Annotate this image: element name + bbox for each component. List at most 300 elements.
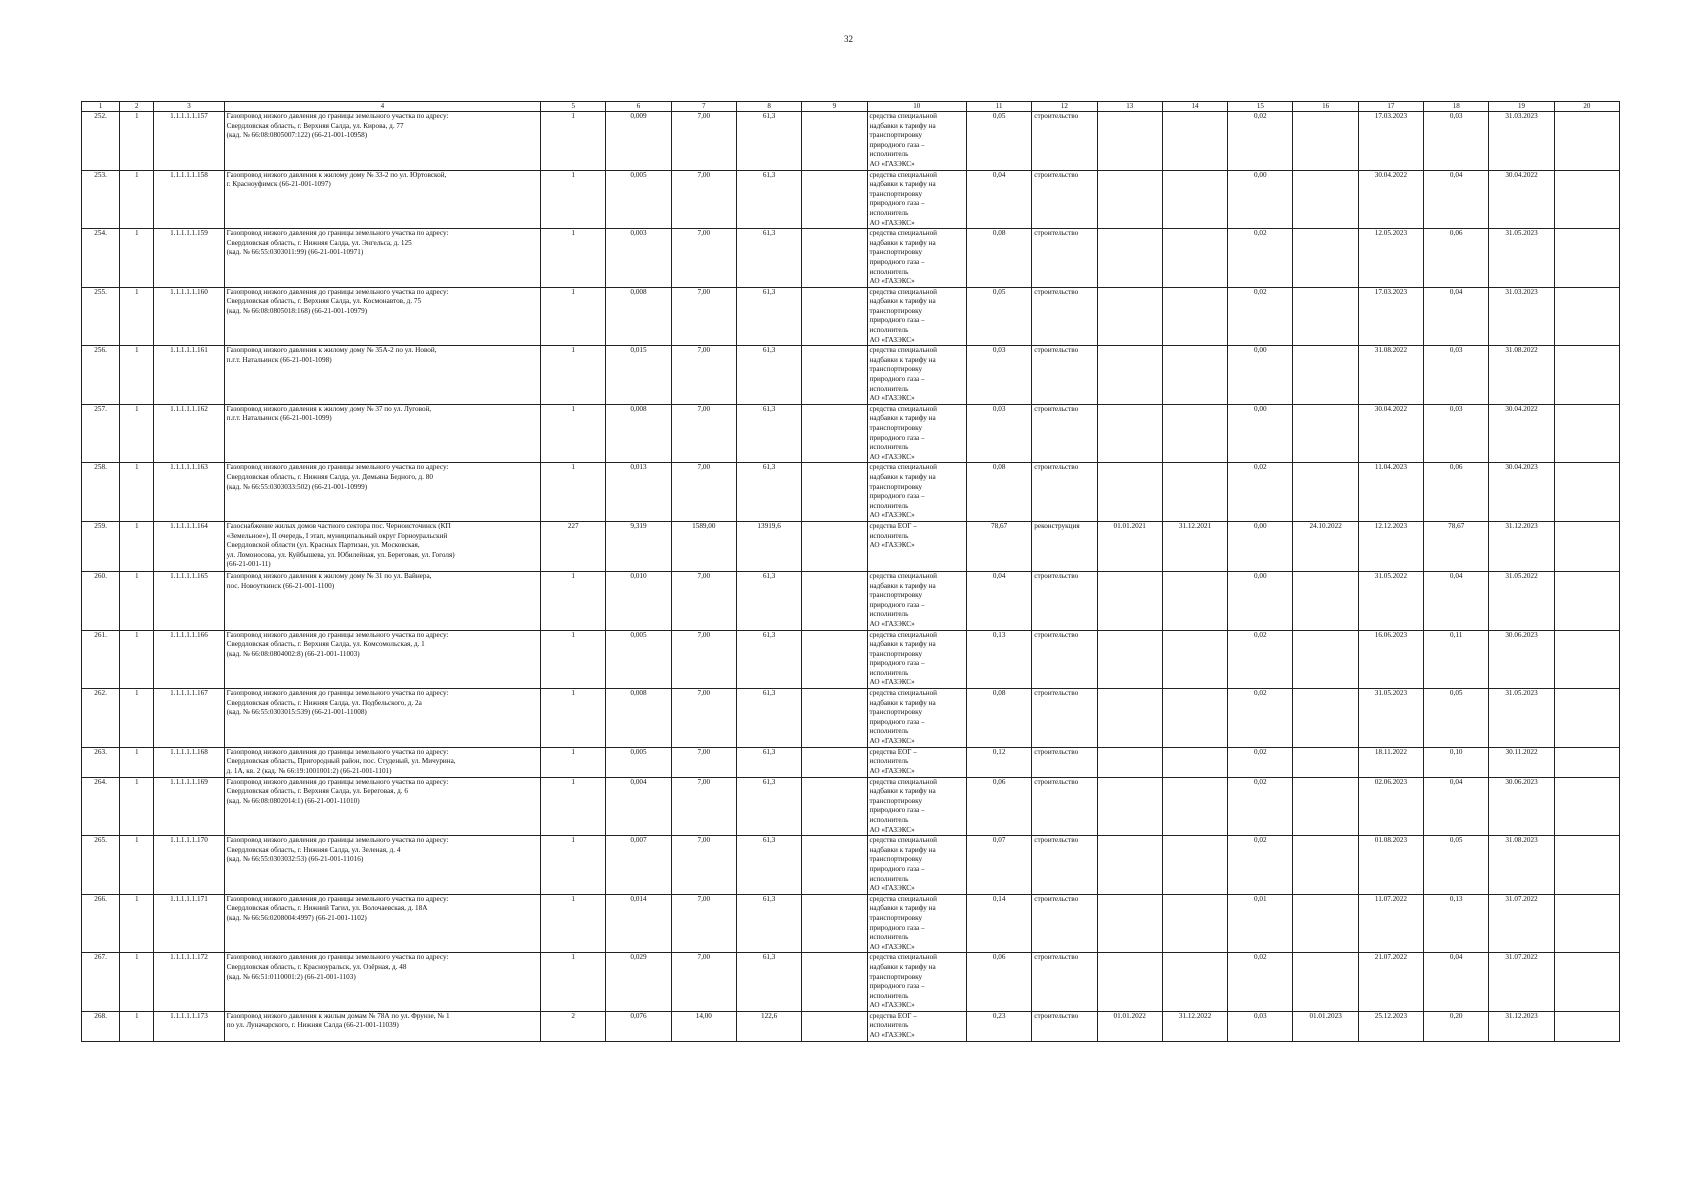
cell-col-8: 61,3 [736,229,801,288]
cell-col-14 [1162,836,1227,895]
cell-col-19: 30.04.2022 [1489,170,1554,229]
cell-col-5: 1 [541,894,606,953]
cell-col-1: 255. [82,287,120,346]
column-header-19: 19 [1489,102,1554,112]
cell-col-18: 0,06 [1424,229,1489,288]
cell-col-1: 252. [82,112,120,171]
cell-col-13 [1097,953,1162,1012]
column-header-6: 6 [606,102,671,112]
cell-col-4: Газопровод низкого давления до границы земельного участка по адресу: Свердловская область, г. Нижняя Салда, ул. Демьяна Бедного, д. 80 (кад. № 66:55:0303033:502) (66-21-001-10999) [224,463,540,522]
cell-col-8: 61,3 [736,747,801,777]
cell-col-16: 24.10.2022 [1293,521,1358,571]
cell-col-9 [802,112,867,171]
cell-col-3: 1.1.1.1.1.158 [154,170,224,229]
cell-col-13 [1097,229,1162,288]
cell-col-3: 1.1.1.1.1.172 [154,953,224,1012]
cell-col-1: 265. [82,836,120,895]
cell-col-8: 61,3 [736,689,801,748]
cell-col-13 [1097,346,1162,405]
cell-col-20 [1554,630,1619,689]
cell-col-15: 0,00 [1228,170,1293,229]
column-header-2: 2 [120,102,154,112]
cell-col-16 [1293,229,1358,288]
cell-col-6: 9,319 [606,521,671,571]
table-row [82,777,1620,836]
cell-col-1: 262. [82,689,120,748]
cell-col-15: 0,02 [1228,836,1293,895]
investment-table [81,101,1620,1042]
cell-col-14 [1162,463,1227,522]
cell-col-2: 1 [120,170,154,229]
cell-col-10: средства специальной надбавки к тарифу на транспортировку природного газа – исполнитель АО «ГАЗЭКС» [867,630,966,689]
table-row [82,229,1620,288]
cell-col-4: Газопровод низкого давления к жилому дому № 35А-2 по ул. Новой, п.г.т. Натальинск (66-21-001-1098) [224,346,540,405]
cell-col-10: средства специальной надбавки к тарифу на транспортировку природного газа – исполнитель АО «ГАЗЭКС» [867,346,966,405]
cell-col-10: средства ЕОГ – исполнитель АО «ГАЗЭКС» [867,1011,966,1041]
cell-col-17: 25.12.2023 [1358,1011,1423,1041]
column-header-9: 9 [802,102,867,112]
cell-col-10: средства специальной надбавки к тарифу на транспортировку природного газа – исполнитель АО «ГАЗЭКС» [867,112,966,171]
cell-col-11: 0,04 [966,571,1031,630]
cell-col-2: 1 [120,521,154,571]
cell-col-17: 01.08.2023 [1358,836,1423,895]
cell-col-19: 30.11.2022 [1489,747,1554,777]
cell-col-17: 12.12.2023 [1358,521,1423,571]
cell-col-10: средства специальной надбавки к тарифу на транспортировку природного газа – исполнитель АО «ГАЗЭКС» [867,287,966,346]
cell-col-14 [1162,777,1227,836]
cell-col-6: 0,005 [606,630,671,689]
column-header-10: 10 [867,102,966,112]
cell-col-11: 0,08 [966,463,1031,522]
cell-col-3: 1.1.1.1.1.161 [154,346,224,405]
cell-col-5: 1 [541,630,606,689]
cell-col-8: 61,3 [736,112,801,171]
cell-col-3: 1.1.1.1.1.170 [154,836,224,895]
cell-col-18: 0,04 [1424,777,1489,836]
cell-col-8: 61,3 [736,463,801,522]
cell-col-11: 0,08 [966,689,1031,748]
cell-col-5: 1 [541,404,606,463]
cell-col-5: 1 [541,777,606,836]
cell-col-3: 1.1.1.1.1.173 [154,1011,224,1041]
cell-col-2: 1 [120,894,154,953]
cell-col-17: 11.07.2022 [1358,894,1423,953]
cell-col-18: 0,11 [1424,630,1489,689]
investment-table-sheet [81,101,1620,1042]
cell-col-9 [802,953,867,1012]
cell-col-7: 7,00 [671,953,736,1012]
cell-col-13 [1097,630,1162,689]
cell-col-7: 1589,00 [671,521,736,571]
cell-col-18: 0,20 [1424,1011,1489,1041]
cell-col-16 [1293,630,1358,689]
cell-col-3: 1.1.1.1.1.162 [154,404,224,463]
table-row [82,894,1620,953]
cell-col-19: 30.06.2023 [1489,630,1554,689]
cell-col-3: 1.1.1.1.1.157 [154,112,224,171]
cell-col-20 [1554,287,1619,346]
cell-col-16 [1293,747,1358,777]
cell-col-17: 16.06.2023 [1358,630,1423,689]
cell-col-8: 61,3 [736,404,801,463]
cell-col-18: 0,10 [1424,747,1489,777]
cell-col-2: 1 [120,571,154,630]
cell-col-12: строительство [1032,346,1097,405]
cell-col-2: 1 [120,112,154,171]
cell-col-8: 61,3 [736,287,801,346]
cell-col-7: 7,00 [671,894,736,953]
cell-col-1: 268. [82,1011,120,1041]
cell-col-5: 1 [541,463,606,522]
column-header-11: 11 [966,102,1031,112]
cell-col-11: 0,04 [966,170,1031,229]
table-row [82,112,1620,171]
cell-col-16 [1293,571,1358,630]
header-row [82,102,1620,112]
cell-col-14 [1162,894,1227,953]
table-body [82,112,1620,1042]
cell-col-7: 7,00 [671,571,736,630]
cell-col-6: 0,007 [606,836,671,895]
cell-col-4: Газопровод низкого давления до границы земельного участка по адресу: Свердловская область, г. Верхняя Салда, ул. Космонавтов, д. 75 (кад. № 66:08:0805018:168) (66-21-001-10979) [224,287,540,346]
cell-col-17: 02.06.2023 [1358,777,1423,836]
cell-col-4: Газопровод низкого давления до границы земельного участка по адресу: Свердловская область, г. Нижняя Салда, ул. Подбельского, д. 2а (кад. № 66:55:0303015:539) (66-21-001-11008) [224,689,540,748]
cell-col-6: 0,005 [606,170,671,229]
cell-col-17: 30.04.2022 [1358,404,1423,463]
cell-col-20 [1554,521,1619,571]
cell-col-7: 7,00 [671,689,736,748]
cell-col-20 [1554,953,1619,1012]
cell-col-10: средства специальной надбавки к тарифу на транспортировку природного газа – исполнитель АО «ГАЗЭКС» [867,894,966,953]
cell-col-10: средства специальной надбавки к тарифу на транспортировку природного газа – исполнитель АО «ГАЗЭКС» [867,571,966,630]
cell-col-6: 0,010 [606,571,671,630]
cell-col-8: 61,3 [736,346,801,405]
cell-col-8: 61,3 [736,894,801,953]
cell-col-9 [802,894,867,953]
cell-col-15: 0,00 [1228,521,1293,571]
table-row [82,836,1620,895]
cell-col-12: строительство [1032,404,1097,463]
cell-col-9 [802,287,867,346]
cell-col-13 [1097,836,1162,895]
cell-col-18: 0,06 [1424,463,1489,522]
cell-col-3: 1.1.1.1.1.167 [154,689,224,748]
cell-col-18: 0,04 [1424,571,1489,630]
cell-col-12: строительство [1032,112,1097,171]
cell-col-13 [1097,747,1162,777]
cell-col-20 [1554,777,1619,836]
cell-col-4: Газопровод низкого давления до границы земельного участка по адресу: Свердловская область, г. Верхняя Салда, ул. Комсомольская, д. 1 (кад. № 66:08:0804002:8) (66-21-001-11003) [224,630,540,689]
cell-col-6: 0,015 [606,346,671,405]
cell-col-12: строительство [1032,571,1097,630]
cell-col-13 [1097,112,1162,171]
cell-col-7: 7,00 [671,630,736,689]
cell-col-4: Газопровод низкого давления к жилому дому № 31 по ул. Вайнера, пос. Новоуткинск (66-21-001-1100) [224,571,540,630]
cell-col-7: 7,00 [671,836,736,895]
cell-col-19: 31.05.2022 [1489,571,1554,630]
cell-col-14 [1162,287,1227,346]
cell-col-20 [1554,229,1619,288]
cell-col-7: 7,00 [671,287,736,346]
cell-col-6: 0,014 [606,894,671,953]
cell-col-16 [1293,112,1358,171]
column-header-13: 13 [1097,102,1162,112]
cell-col-1: 258. [82,463,120,522]
cell-col-1: 260. [82,571,120,630]
cell-col-19: 30.04.2023 [1489,463,1554,522]
cell-col-2: 1 [120,346,154,405]
cell-col-12: строительство [1032,689,1097,748]
cell-col-1: 264. [82,777,120,836]
cell-col-12: строительство [1032,953,1097,1012]
table-row [82,404,1620,463]
cell-col-2: 1 [120,1011,154,1041]
cell-col-3: 1.1.1.1.1.166 [154,630,224,689]
cell-col-10: средства специальной надбавки к тарифу на транспортировку природного газа – исполнитель АО «ГАЗЭКС» [867,836,966,895]
cell-col-7: 7,00 [671,170,736,229]
cell-col-15: 0,02 [1228,287,1293,346]
cell-col-16 [1293,953,1358,1012]
table-row [82,630,1620,689]
cell-col-2: 1 [120,777,154,836]
cell-col-1: 256. [82,346,120,405]
cell-col-2: 1 [120,747,154,777]
table-row [82,953,1620,1012]
cell-col-18: 78,67 [1424,521,1489,571]
cell-col-14: 31.12.2021 [1162,521,1227,571]
cell-col-18: 0,03 [1424,112,1489,171]
cell-col-16 [1293,346,1358,405]
cell-col-12: строительство [1032,894,1097,953]
cell-col-20 [1554,346,1619,405]
cell-col-19: 31.12.2023 [1489,521,1554,571]
cell-col-9 [802,229,867,288]
cell-col-14 [1162,747,1227,777]
cell-col-19: 31.07.2022 [1489,953,1554,1012]
cell-col-19: 31.05.2023 [1489,229,1554,288]
cell-col-18: 0,04 [1424,953,1489,1012]
cell-col-2: 1 [120,463,154,522]
cell-col-4: Газопровод низкого давления к жилому дому № 33-2 по ул. Юртовской, г. Красноуфимск (66-21-001-1097) [224,170,540,229]
cell-col-14 [1162,404,1227,463]
cell-col-5: 1 [541,571,606,630]
cell-col-11: 0,03 [966,346,1031,405]
cell-col-6: 0,005 [606,747,671,777]
cell-col-9 [802,747,867,777]
cell-col-11: 78,67 [966,521,1031,571]
cell-col-5: 227 [541,521,606,571]
cell-col-6: 0,003 [606,229,671,288]
cell-col-12: строительство [1032,836,1097,895]
cell-col-5: 1 [541,953,606,1012]
column-header-18: 18 [1424,102,1489,112]
cell-col-1: 267. [82,953,120,1012]
cell-col-12: строительство [1032,630,1097,689]
cell-col-14 [1162,689,1227,748]
cell-col-15: 0,01 [1228,894,1293,953]
cell-col-14 [1162,571,1227,630]
cell-col-9 [802,1011,867,1041]
cell-col-15: 0,02 [1228,463,1293,522]
table-row [82,170,1620,229]
cell-col-18: 0,04 [1424,170,1489,229]
cell-col-4: Газопровод низкого давления к жилым домам № 78А по ул. Фрунзе, № 1 по ул. Луначарского, г. Нижняя Салда (66-21-001-11039) [224,1011,540,1041]
cell-col-3: 1.1.1.1.1.165 [154,571,224,630]
cell-col-9 [802,463,867,522]
page-number: 32 [844,34,853,44]
cell-col-19: 31.03.2023 [1489,287,1554,346]
cell-col-15: 0,00 [1228,404,1293,463]
cell-col-20 [1554,170,1619,229]
cell-col-6: 0,004 [606,777,671,836]
cell-col-9 [802,836,867,895]
cell-col-10: средства специальной надбавки к тарифу на транспортировку природного газа – исполнитель АО «ГАЗЭКС» [867,170,966,229]
cell-col-9 [802,777,867,836]
cell-col-13 [1097,463,1162,522]
cell-col-8: 122,6 [736,1011,801,1041]
cell-col-20 [1554,894,1619,953]
cell-col-16 [1293,894,1358,953]
cell-col-4: Газопровод низкого давления до границы земельного участка по адресу: Свердловская область, г. Верхняя Салда, ул. Кирова, д. 77 (кад. № 66:08:0805007:122) (66-21-001-10958) [224,112,540,171]
cell-col-1: 261. [82,630,120,689]
cell-col-7: 7,00 [671,346,736,405]
table-row [82,571,1620,630]
cell-col-4: Газопровод низкого давления к жилому дому № 37 по ул. Луговой, п.г.т. Натальинск (66-21-001-1099) [224,404,540,463]
cell-col-20 [1554,689,1619,748]
column-header-8: 8 [736,102,801,112]
column-header-1: 1 [82,102,120,112]
cell-col-8: 61,3 [736,836,801,895]
cell-col-20 [1554,112,1619,171]
cell-col-1: 253. [82,170,120,229]
cell-col-13: 01.01.2021 [1097,521,1162,571]
cell-col-8: 61,3 [736,170,801,229]
cell-col-13 [1097,894,1162,953]
cell-col-14 [1162,346,1227,405]
cell-col-17: 21.07.2022 [1358,953,1423,1012]
cell-col-4: Газоснабжение жилых домов частного сектора пос. Черноисточинск (КП «Земельное»), II очередь, I этап, муниципальный округ Горноуральский Свердловской области (ул. Красных Партизан, ул. Московская, ул. Ломоносова, ул. Куйбышева, ул. Юбилейная, ул. Береговая, ул. Гоголя) (66-21-001-11) [224,521,540,571]
cell-col-17: 12.05.2023 [1358,229,1423,288]
cell-col-10: средства ЕОГ – исполнитель АО «ГАЗЭКС» [867,521,966,571]
cell-col-1: 257. [82,404,120,463]
cell-col-15: 0,02 [1228,747,1293,777]
column-header-17: 17 [1358,102,1423,112]
cell-col-15: 0,00 [1228,346,1293,405]
cell-col-2: 1 [120,953,154,1012]
cell-col-10: средства специальной надбавки к тарифу на транспортировку природного газа – исполнитель АО «ГАЗЭКС» [867,953,966,1012]
column-header-5: 5 [541,102,606,112]
cell-col-12: строительство [1032,229,1097,288]
cell-col-10: средства специальной надбавки к тарифу на транспортировку природного газа – исполнитель АО «ГАЗЭКС» [867,777,966,836]
cell-col-11: 0,06 [966,953,1031,1012]
column-header-4: 4 [224,102,540,112]
cell-col-19: 31.05.2023 [1489,689,1554,748]
cell-col-4: Газопровод низкого давления до границы земельного участка по адресу: Свердловская область, г. Верхняя Салда, ул. Береговая, д. 6 (кад. № 66:08:0802014:1) (66-21-001-11010) [224,777,540,836]
cell-col-7: 7,00 [671,777,736,836]
cell-col-16 [1293,836,1358,895]
cell-col-18: 0,13 [1424,894,1489,953]
cell-col-11: 0,05 [966,112,1031,171]
cell-col-14 [1162,112,1227,171]
cell-col-17: 17.03.2023 [1358,112,1423,171]
cell-col-16 [1293,463,1358,522]
cell-col-2: 1 [120,404,154,463]
cell-col-9 [802,630,867,689]
table-row [82,1011,1620,1041]
cell-col-11: 0,07 [966,836,1031,895]
cell-col-17: 30.04.2022 [1358,170,1423,229]
cell-col-1: 263. [82,747,120,777]
cell-col-9 [802,404,867,463]
cell-col-6: 0,029 [606,953,671,1012]
cell-col-17: 31.08.2022 [1358,346,1423,405]
cell-col-20 [1554,571,1619,630]
cell-col-11: 0,08 [966,229,1031,288]
cell-col-6: 0,008 [606,287,671,346]
table-row [82,346,1620,405]
cell-col-2: 1 [120,689,154,748]
cell-col-5: 1 [541,747,606,777]
cell-col-13 [1097,170,1162,229]
cell-col-12: строительство [1032,170,1097,229]
cell-col-14: 31.12.2022 [1162,1011,1227,1041]
cell-col-3: 1.1.1.1.1.171 [154,894,224,953]
cell-col-15: 0,00 [1228,571,1293,630]
cell-col-16 [1293,689,1358,748]
cell-col-12: строительство [1032,777,1097,836]
cell-col-8: 61,3 [736,571,801,630]
cell-col-3: 1.1.1.1.1.168 [154,747,224,777]
cell-col-11: 0,14 [966,894,1031,953]
cell-col-14 [1162,630,1227,689]
cell-col-4: Газопровод низкого давления до границы земельного участка по адресу: Свердловская область, г. Нижняя Салда, ул. Энгельса, д. 125 (кад. № 66:55:0303011:99) (66-21-001-10971) [224,229,540,288]
cell-col-5: 1 [541,229,606,288]
cell-col-19: 31.12.2023 [1489,1011,1554,1041]
cell-col-17: 18.11.2022 [1358,747,1423,777]
cell-col-11: 0,05 [966,287,1031,346]
cell-col-1: 259. [82,521,120,571]
cell-col-10: средства специальной надбавки к тарифу на транспортировку природного газа – исполнитель АО «ГАЗЭКС» [867,463,966,522]
cell-col-19: 31.08.2023 [1489,836,1554,895]
cell-col-11: 0,12 [966,747,1031,777]
cell-col-4: Газопровод низкого давления до границы земельного участка по адресу: Свердловская область, г. Красноуральск, ул. Озёрная, д. 48 (кад. № 66:51:0110001:2) (66-21-001-1103) [224,953,540,1012]
cell-col-20 [1554,463,1619,522]
cell-col-17: 31.05.2023 [1358,689,1423,748]
table-header [82,102,1620,112]
cell-col-10: средства специальной надбавки к тарифу на транспортировку природного газа – исполнитель АО «ГАЗЭКС» [867,229,966,288]
cell-col-16 [1293,170,1358,229]
cell-col-9 [802,689,867,748]
cell-col-18: 0,05 [1424,689,1489,748]
column-header-15: 15 [1228,102,1293,112]
cell-col-6: 0,008 [606,404,671,463]
cell-col-16: 01.01.2023 [1293,1011,1358,1041]
cell-col-16 [1293,777,1358,836]
cell-col-20 [1554,747,1619,777]
table-row [82,463,1620,522]
cell-col-11: 0,03 [966,404,1031,463]
cell-col-10: средства ЕОГ – исполнитель АО «ГАЗЭКС» [867,747,966,777]
cell-col-7: 7,00 [671,404,736,463]
cell-col-7: 7,00 [671,747,736,777]
cell-col-15: 0,02 [1228,689,1293,748]
cell-col-1: 266. [82,894,120,953]
cell-col-17: 17.03.2023 [1358,287,1423,346]
cell-col-13: 01.01.2022 [1097,1011,1162,1041]
cell-col-11: 0,13 [966,630,1031,689]
cell-col-9 [802,346,867,405]
cell-col-3: 1.1.1.1.1.163 [154,463,224,522]
